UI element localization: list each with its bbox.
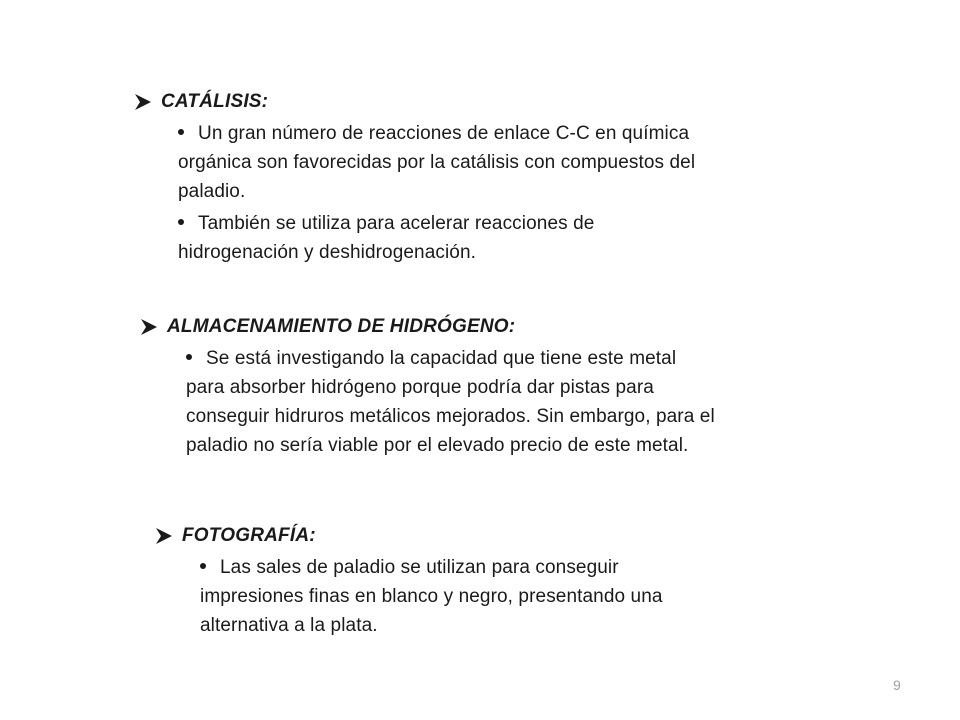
- section-heading-text: FOTOGRAFÍA:: [182, 525, 316, 546]
- round-bullet-icon: [200, 563, 206, 569]
- bullet-item: [178, 119, 718, 206]
- bullet-text: Un gran número de reacciones de enlace C-C en química orgánica son favorecidas por la catálisis con compuestos del paladio.: [178, 123, 696, 202]
- arrow-bullet-icon: [133, 92, 155, 112]
- round-bullet-icon: [178, 129, 184, 135]
- round-bullet-icon: [178, 219, 184, 225]
- section-heading: [133, 89, 718, 115]
- round-bullet-icon: [186, 354, 192, 360]
- section-fotografia: [154, 523, 720, 640]
- page-number: 9: [893, 677, 901, 693]
- section-heading-text: CATÁLISIS:: [161, 91, 269, 112]
- section-heading-text: ALMACENAMIENTO DE HIDRÓGENO:: [167, 316, 516, 337]
- section-heading: [139, 314, 716, 340]
- bullet-item: [200, 553, 720, 640]
- arrow-bullet-icon: [139, 317, 161, 337]
- bullet-item: [178, 209, 718, 267]
- section-heading: [154, 523, 720, 549]
- bullet-text: Se está investigando la capacidad que tiene este metal para absorber hidrógeno porque podría dar pistas para conseguir hidruros metálicos mejorados. Sin embargo, para el paladio no sería viable por el elevado precio de este metal.: [186, 348, 715, 456]
- bullet-text: Las sales de paladio se utilizan para conseguir impresiones finas en blanco y negro, presentando una alternativa a la plata.: [200, 557, 663, 636]
- bullet-text: También se utiliza para acelerar reacciones de hidrogenación y deshidrogenación.: [178, 213, 595, 263]
- section-catalisis: [133, 89, 718, 267]
- section-almacenamiento-hidrogeno: [139, 314, 716, 460]
- arrow-bullet-icon: [154, 526, 176, 546]
- bullet-item: [186, 344, 716, 460]
